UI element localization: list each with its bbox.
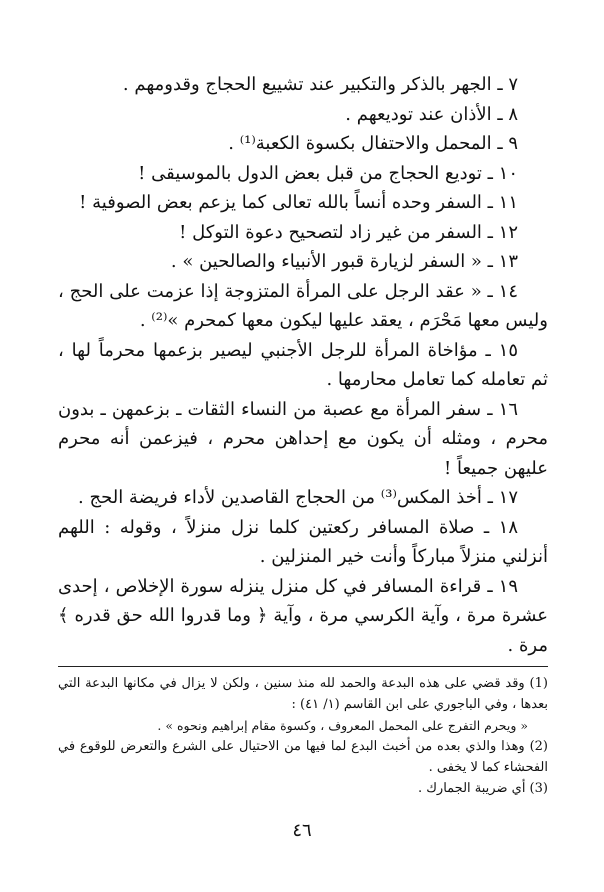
list-item-7: ٧ ـ الجهر بالذكر والتكبير عند تشييع الحجاج وقدومهم .	[122, 74, 518, 95]
list-item-11: ١١ ـ السفر وحده أنساً بالله تعالى كما يزعم بعض الصوفية !	[79, 192, 518, 213]
list-item-17: ١٧ ـ أخذ المكس⁽³⁾ من الحجاج القاصدين لأداء فريضة الحج .	[78, 487, 518, 508]
list-item-13: ١٣ ـ « السفر لزيارة قبور الأنبياء والصالحين » .	[170, 251, 518, 272]
footnote-divider	[58, 666, 548, 667]
main-text	[58, 70, 548, 660]
list-item-10: ١٠ ـ توديع الحجاج من قبل بعض الدول بالموسيقى !	[138, 162, 518, 184]
footnote-2: (2) وهذا والذي بعده من أخبث البدع لما فيها من الاحتيال على الشرع والتعرض للوقوع في الفحشاء كما لا يخفى .	[58, 739, 548, 775]
page-body	[58, 70, 548, 799]
footnotes	[58, 673, 548, 799]
footnote-3: (3) أي ضريبة الجمارك .	[417, 781, 548, 796]
list-item-18: ١٨ ـ صلاة المسافر ركعتين كلما نزل منزلاً ، وقوله : اللهم أنزلني منزلاً مباركاً وأنت خير المنزلين .	[58, 516, 548, 567]
list-item-12: ١٢ ـ السفر من غير زاد لتصحيح دعوة التوكل !	[179, 221, 518, 243]
footnote-1: (1) وقد قضي على هذه البدعة والحمد لله منذ سنين ، ولكن لا يزال في مكانها البدعة التي بعدها ، وفي الباجوري على ابن القاسم (١/ ٤١) :	[58, 676, 548, 712]
list-item-9: ٩ ـ المحمل والاحتفال بكسوة الكعبة⁽¹⁾ .	[228, 133, 518, 154]
list-item-14: ١٤ ـ « عقد الرجل على المرأة المتزوجة إذا عزمت على الحج ، وليس معها مَحْرَم ، يعقد عليها ليكون معها كمحرم »⁽²⁾ .	[58, 280, 548, 331]
footnote-1-quote: « ويحرم التفرج على المحمل المعروف ، وكسوة مقام إبراهيم ونحوه » .	[157, 718, 528, 733]
list-item-8: ٨ ـ الأذان عند توديعهم .	[345, 103, 518, 125]
list-item-16: ١٦ ـ سفر المرأة مع عصبة من النساء الثقات ـ بزعمهن ـ بدون محرم ، ومثله أن يكون مع إحداهن محرم ، فيزعمن أنه محرم عليهن جميعاً !	[58, 398, 548, 479]
list-item-19: ١٩ ـ قراءة المسافر في كل منزل ينزله سورة الإخلاص ، إحدى عشرة مرة ، وآية الكرسي مرة ، وآية ﴿ وما قدروا الله حق قدره ﴾ مرة .	[58, 575, 548, 656]
list-item-15: ١٥ ـ مؤاخاة المرأة للرجل الأجنبي ليصير بزعمها محرماً لها ، ثم تعامله كما تعامل محارمها .	[58, 339, 548, 390]
page-number: ٤٦	[292, 820, 312, 841]
